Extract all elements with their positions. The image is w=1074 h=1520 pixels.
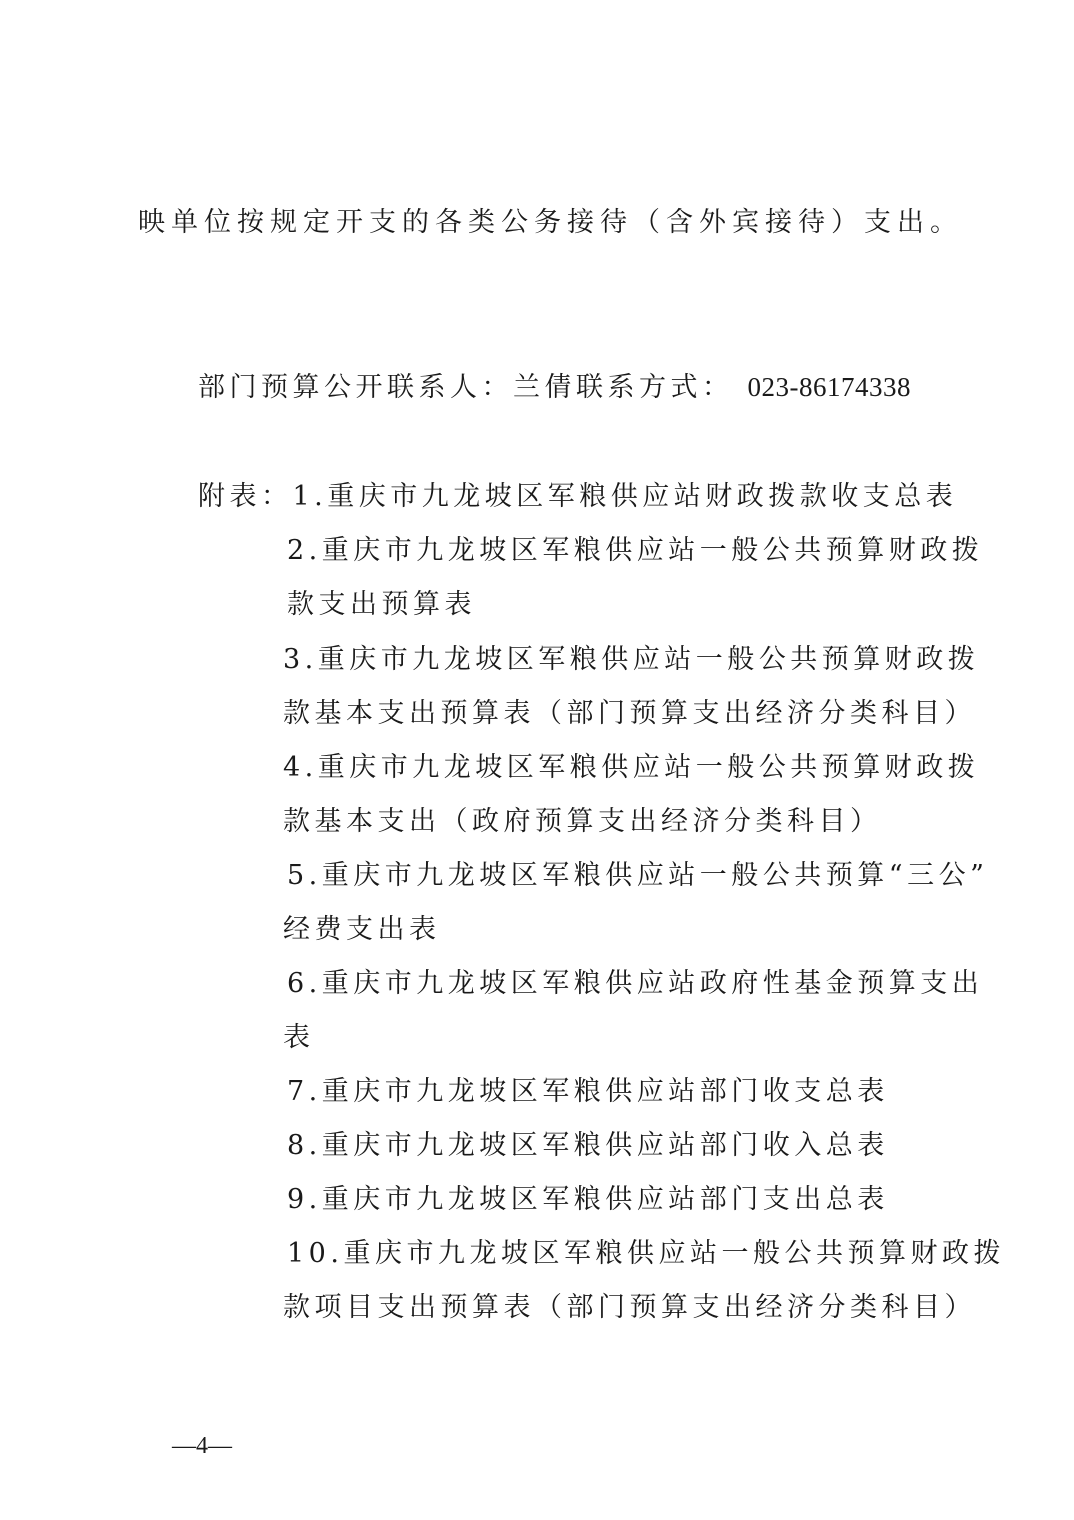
attachment-item-6: 6.重庆市九龙坡区军粮供应站政府性基金预算支出 bbox=[287, 968, 984, 999]
attachment-item-4-cont: 款基本支出（政府预算支出经济分类科目） bbox=[283, 806, 882, 837]
contact-line bbox=[198, 370, 911, 405]
attachment-line-1 bbox=[198, 480, 957, 514]
contact-phone: 023-86174338 bbox=[747, 372, 911, 402]
paragraph-tail: 映单位按规定开支的各类公务接待（含外宾接待）支出。 bbox=[138, 207, 963, 238]
attachment-item-10: 10.重庆市九龙坡区军粮供应站一般公共预算财政拨 bbox=[287, 1238, 1005, 1269]
attachment-item-5-cont: 经费支出表 bbox=[283, 914, 441, 945]
attachment-item-10-cont: 款项目支出预算表（部门预算支出经济分类科目） bbox=[283, 1292, 976, 1323]
attachment-item-6-cont: 表 bbox=[283, 1022, 315, 1053]
attachments-label: 附表： bbox=[198, 481, 293, 512]
attachment-item-2: 2.重庆市九龙坡区军粮供应站一般公共预算财政拨 bbox=[287, 535, 984, 566]
attachment-item-8: 8.重庆市九龙坡区军粮供应站部门收入总表 bbox=[287, 1130, 889, 1161]
attachment-item-3-cont: 款基本支出预算表（部门预算支出经济分类科目） bbox=[283, 698, 976, 729]
attachment-item-7: 7.重庆市九龙坡区军粮供应站部门收支总表 bbox=[287, 1076, 889, 1107]
attachment-item-4: 4.重庆市九龙坡区军粮供应站一般公共预算财政拨 bbox=[283, 752, 980, 783]
attachment-item-5: 5.重庆市九龙坡区军粮供应站一般公共预算“三公” bbox=[287, 860, 989, 891]
attachment-item-9: 9.重庆市九龙坡区军粮供应站部门支出总表 bbox=[287, 1184, 889, 1215]
attachment-item-3: 3.重庆市九龙坡区军粮供应站一般公共预算财政拨 bbox=[283, 644, 980, 675]
page-number: —4— bbox=[172, 1433, 232, 1459]
attachment-item-1: 1.重庆市九龙坡区军粮供应站财政拨款收支总表 bbox=[292, 481, 958, 512]
attachment-item-2-cont: 款支出预算表 bbox=[287, 589, 476, 620]
contact-label: 部门预算公开联系人：兰倩联系方式： bbox=[198, 372, 734, 403]
